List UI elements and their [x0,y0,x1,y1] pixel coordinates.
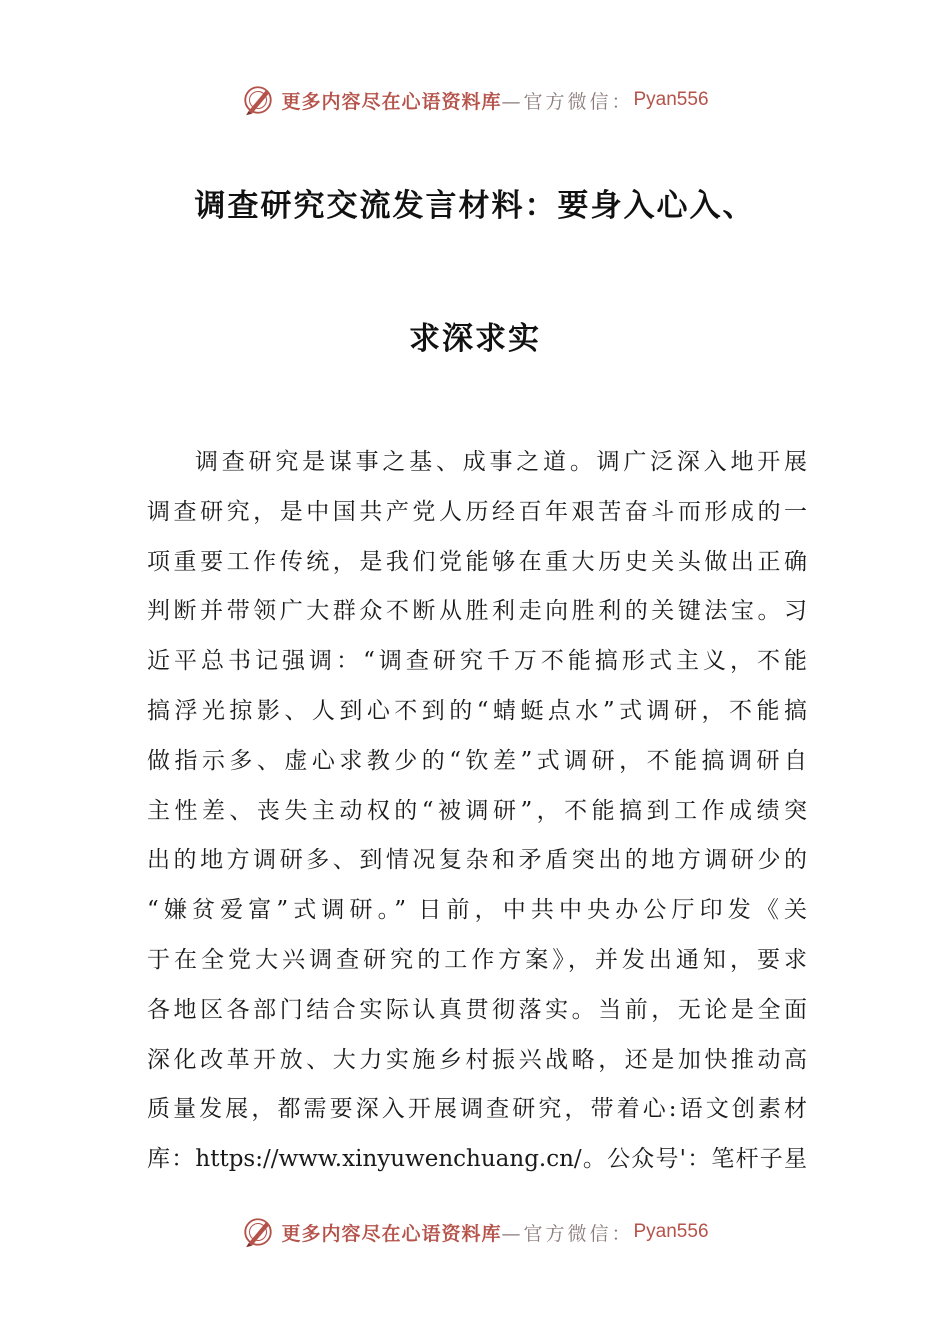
body-line: 判断并带领广大群众不断从胜利走向胜利的关键法宝。习 [147,598,807,625]
pen-logo-icon [241,83,275,117]
body-line: 搞浮光掠影、人到心不到的“蜻蜓点水”式调研，不能搞 [147,697,807,724]
body-line: 调查研究是谋事之基、成事之道。调广泛深入地开展 [195,449,807,475]
body-line: 主性差、丧失主动权的“被调研”，不能搞到工作成绩突 [147,797,807,824]
body-line: 各地区各部门结合实际认真贯彻落实。当前，无论是全面 [147,996,807,1023]
header-banner [0,80,950,120]
body-line: 出的地方调研多、到情况复杂和矛盾突出的地方调研少的 [147,847,807,874]
site-name-text: 更多内容尽在心语资料库 [281,1222,502,1245]
body-line: 项重要工作传统，是我们党能够在重大历史关头做出正确 [147,548,807,575]
body-line: 库：https://www.xinyuwenchuang.cn/。公众号'：笔杆子星 [147,1146,807,1173]
body-line: “嫌贫爱富”式调研。” 日前，中共中央办公厅印发《关 [147,897,807,924]
document-title-line-2: 求深求实 [409,321,541,357]
pen-logo-icon [241,1215,275,1249]
wechat-label-text: —官方微信： [501,1222,634,1245]
body-paragraph [147,438,807,1185]
body-line: 质量发展，都需要深入开展调查研究，带着心:语文创素材 [147,1096,807,1123]
footer-banner [0,1212,950,1252]
body-line: 于在全党大兴调查研究的工作方案》，并发出通知，要求 [147,946,807,973]
document-title-line-1: 调查研究交流发言材料：要身入心入、 [194,188,756,224]
body-line: 做指示多、虚心求教少的“钦差”式调研，不能搞调研自 [147,747,807,774]
wechat-id-text: Pyan556 [633,89,709,110]
body-line: 近平总书记强调：“调查研究千万不能搞形式主义，不能 [147,648,807,675]
site-name-text: 更多内容尽在心语资料库 [281,90,502,113]
wechat-id-text: Pyan556 [633,1221,709,1242]
body-line: 调查研究，是中国共产党人历经百年艰苦奋斗而形成的一 [147,498,807,525]
body-line: 深化改革开放、大力实施乡村振兴战略，还是加快推动高 [147,1046,807,1073]
wechat-label-text: —官方微信： [501,90,634,113]
